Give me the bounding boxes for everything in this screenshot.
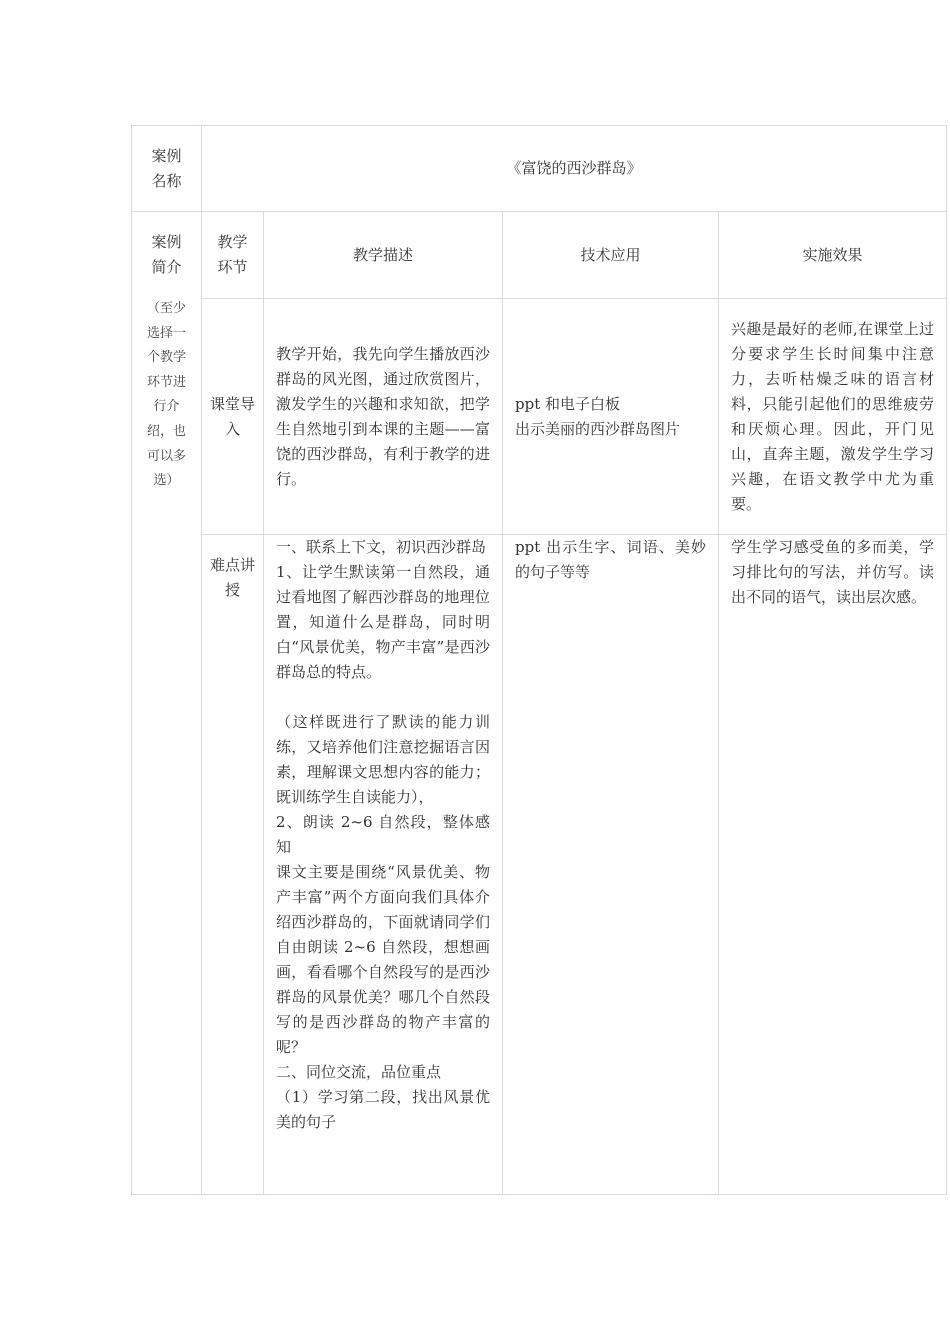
case-intro-cell <box>132 212 202 1195</box>
header-effect: 实施效果 <box>719 212 947 299</box>
header-technology: 技术应用 <box>503 212 719 299</box>
row-effect: 兴趣是最好的老师,在课堂上过分要求学生长时间集中注意力，去听枯燥乏味的语言材料，只能引起他们的思维疲劳和厌烦心理。因此，开门见山，直奔主题，激发学生学习兴趣，在语文教学中尤为重要。 <box>719 299 947 535</box>
header-row <box>132 212 947 299</box>
case-name-row <box>132 126 947 212</box>
case-title: 《富饶的西沙群岛》 <box>202 126 947 212</box>
row-technology: ppt 出示生字、词语、美妙的句子等等 <box>503 535 719 1195</box>
case-name-label: 案例 名称 <box>132 126 202 212</box>
table-row <box>132 535 947 1195</box>
table-row <box>132 299 947 535</box>
row-stage: 课堂导 入 <box>202 299 264 535</box>
case-intro-label: 案例 简介 <box>151 233 182 276</box>
row-effect: 学生学习感受鱼的多而美，学习排比句的写法，并仿写。读出不同的语气，读出层次感。 <box>719 535 947 1195</box>
case-table <box>131 125 947 1195</box>
row-stage: 难点讲 授 <box>202 535 264 1195</box>
row-description: 教学开始，我先向学生播放西沙群岛的风光图，通过欣赏图片，激发学生的兴趣和求知欲，把学生自然地引到本课的主题——富饶的西沙群岛，有利于教学的进行。 <box>264 299 503 535</box>
case-intro-note: （至少 选择一 个教学 环节进 行介 绍，也 可以多 选） <box>146 301 186 489</box>
row-technology: ppt 和电子白板 出示美丽的西沙群岛图片 <box>503 299 719 535</box>
header-stage: 教学 环节 <box>202 212 264 299</box>
row-description: 一、联系上下文，初识西沙群岛 1、让学生默读第一自然段，通过看地图了解西沙群岛的地理位置，知道什么是群岛，同时明白“风景优美，物产丰富”是西沙群岛总的特点。 （这样既进行了默读的能力训练，又培养他们注意挖掘语言因素，理解课文思想内容的能力；既训练学生自读能力）， 2、朗读 2~6 自然段，整体感知 课文主要是围绕“风景优美、物产丰富”两个方面向我们具体介绍西沙群岛的，下面就请同学们自由朗读 2~6 自然段，想想画画，看看哪个自然段写的是西沙群岛的风景优美？哪几个自然段写的是西沙群岛的物产丰富的呢？ 二、同位交流，品位重点 （1）学习第二段，找出风景优美的句子 <box>264 535 503 1195</box>
header-description: 教学描述 <box>264 212 503 299</box>
